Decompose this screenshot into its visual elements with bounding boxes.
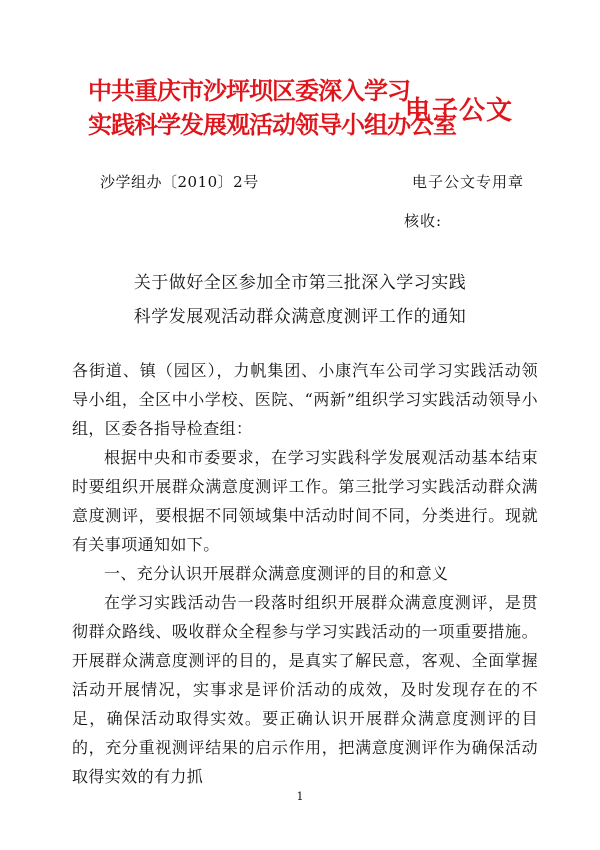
recipients-paragraph: 各街道、镇（园区），力帆集团、小康汽车公司学习实践活动领导小组，全区中小学校、医院、“两新”组织学习实践活动领导小组，区委各指导检查组： — [72, 361, 538, 438]
checked-label: 核收: — [404, 212, 443, 230]
section-heading-1: 一、充分认识开展群众满意度测评的目的和意义 — [104, 564, 449, 583]
issuing-organization — [88, 74, 456, 142]
page-number: 1 — [296, 790, 304, 803]
issuing-organization-line2: 实践科学发展观活动领导小组办公室 — [88, 111, 456, 139]
notice-title-line1: 关于做好全区参加全市第三批深入学习实践 — [133, 273, 467, 293]
notice-title — [60, 266, 540, 334]
body-paragraph-1: 根据中央和市委要求，在学习实践科学发展观活动基本结束时要组织开展群众满意度测评工作。第三批学习实践活动群众满意度测评，要根据不同领域集中活动时间不同，分类进行。现就有关事项通知如下。 — [72, 448, 538, 554]
notice-body — [72, 356, 538, 791]
electronic-seal-label: 电子公文专用章 — [412, 173, 525, 191]
notice-title-line2: 科学发展观活动群众满意度测评工作的通知 — [133, 307, 467, 327]
electronic-document-tag: 电子公文 — [405, 96, 514, 126]
issuing-organization-line1: 中共重庆市沙坪坝区委深入学习 — [88, 77, 410, 105]
body-paragraph-2: 在学习实践活动告一段落时组织开展群众满意度测评，是贯彻群众路线、吸收群众全程参与学习实践活动的一项重要措施。开展群众满意度测评的目的，是真实了解民意，客观、全面掌握活动开展情况，实事求是评价活动的成效，及时发现存在的不足，确保活动取得实效。要正确认识开展群众满意度测评的目的，充分重视测评结果的启示作用，把满意度测评作为确保活动取得实效的有力抓 — [72, 593, 538, 786]
document-number: 沙学组办〔2010〕2号 — [100, 173, 259, 191]
